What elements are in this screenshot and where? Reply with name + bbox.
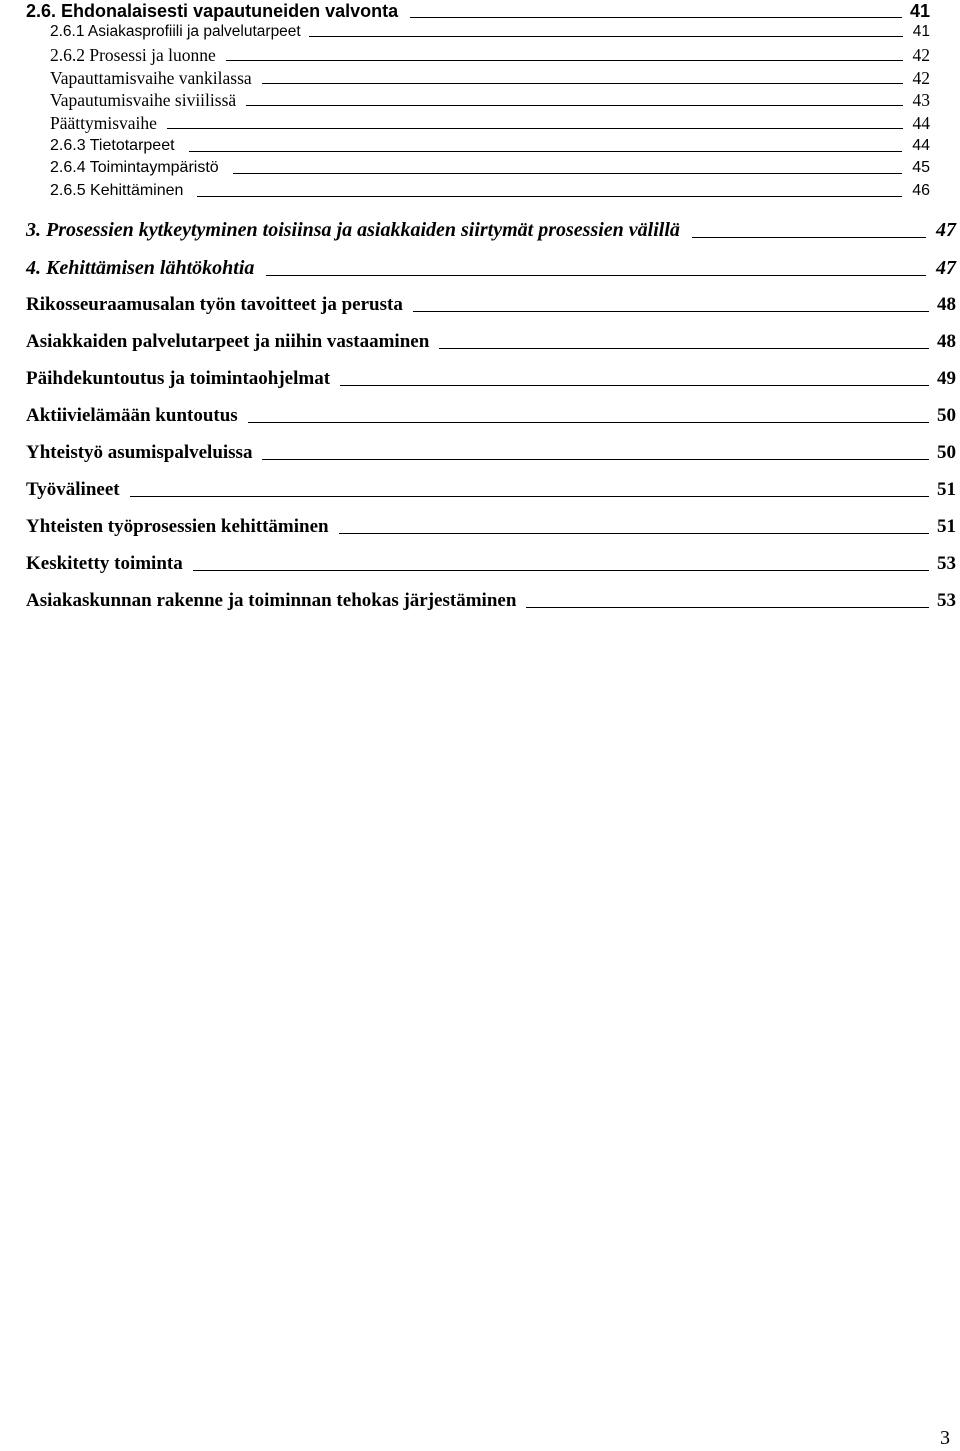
toc-entry[interactable] xyxy=(0,368,960,390)
toc-leader-line xyxy=(526,607,929,608)
toc-leader-line xyxy=(130,496,929,497)
page-number: 3 xyxy=(940,1427,950,1449)
toc-entry-page: 42 xyxy=(912,45,930,65)
toc-entry-page: 49 xyxy=(937,368,956,389)
toc-entry-page: 43 xyxy=(912,90,930,110)
toc-entry-title: Päättymisvaihe xyxy=(50,113,157,133)
toc-leader-line xyxy=(167,128,903,129)
toc-leader-line xyxy=(193,570,929,571)
toc-entry-title: Rikosseuraamusalan työn tavoitteet ja perusta xyxy=(26,294,403,315)
toc-entry-page: 41 xyxy=(912,23,930,40)
toc-entry-title: 2.6.5 Kehittäminen xyxy=(50,182,184,199)
toc-entry[interactable] xyxy=(0,516,960,538)
toc-leader-line xyxy=(189,151,903,152)
toc-leader-line xyxy=(233,173,903,174)
toc-entry-title: Asiakaskunnan rakenne ja toiminnan tehokas järjestäminen xyxy=(26,590,517,611)
toc-entry-title: 2.6. Ehdonalaisesti vapautuneiden valvonta xyxy=(26,1,399,21)
toc-leader-line xyxy=(262,83,903,84)
toc-entry[interactable] xyxy=(0,181,960,201)
toc-entry-page: 47 xyxy=(936,219,956,241)
toc-entry-page: 50 xyxy=(937,405,956,426)
toc-entry[interactable] xyxy=(0,23,960,41)
toc-entry[interactable] xyxy=(0,256,960,280)
toc-entry-page: 51 xyxy=(937,479,956,500)
toc-entry[interactable] xyxy=(0,0,960,22)
table-of-contents xyxy=(0,0,960,640)
toc-leader-line xyxy=(246,105,902,106)
toc-entry[interactable] xyxy=(0,590,960,612)
toc-entry-title: 2.6.2 Prosessi ja luonne xyxy=(50,45,216,65)
toc-entry[interactable] xyxy=(0,294,960,316)
toc-entry-page: 48 xyxy=(937,294,956,315)
toc-entry[interactable] xyxy=(0,113,960,133)
toc-entry-title: Aktiivielämään kuntoutus xyxy=(26,405,238,426)
toc-entry[interactable] xyxy=(0,553,960,575)
toc-leader-line xyxy=(339,533,929,534)
toc-leader-line xyxy=(262,459,929,460)
toc-entry[interactable] xyxy=(0,442,960,464)
toc-entry-title: Yhteistyö asumispalveluissa xyxy=(26,442,253,463)
toc-entry-page: 48 xyxy=(937,331,956,352)
toc-entry-title: Vapauttamisvaihe vankilassa xyxy=(50,68,252,88)
toc-entry-page: 42 xyxy=(912,68,930,88)
toc-entry-page: 41 xyxy=(909,1,930,21)
toc-entry-page: 53 xyxy=(937,590,956,611)
toc-entry[interactable] xyxy=(0,331,960,353)
toc-leader-line xyxy=(248,422,929,423)
toc-entry-title: Vapautumisvaihe siviilissä xyxy=(50,90,237,110)
toc-entry[interactable] xyxy=(0,405,960,427)
toc-entry-page: 51 xyxy=(937,516,956,537)
toc-entry-title: 4. Kehittämisen lähtökohtia xyxy=(26,257,255,279)
toc-entry-title: Yhteisten työprosessien kehittäminen xyxy=(26,516,329,537)
toc-entry-page: 46 xyxy=(912,182,930,199)
toc-entry-title: Asiakkaiden palvelutarpeet ja niihin vastaaminen xyxy=(26,331,430,352)
toc-entry[interactable] xyxy=(0,90,960,110)
toc-entry[interactable] xyxy=(0,158,960,178)
toc-entry-title: Työvälineet xyxy=(26,479,120,500)
toc-entry-page: 44 xyxy=(912,137,930,154)
toc-entry-title: 2.6.1 Asiakasprofiili ja palvelutarpeet xyxy=(50,23,301,40)
toc-entry-title: 2.6.4 Toimintaympäristö xyxy=(50,159,219,176)
toc-entry-title: Päihdekuntoutus ja toimintaohjelmat xyxy=(26,368,331,389)
toc-entry-page: 45 xyxy=(912,159,930,176)
toc-leader-line xyxy=(197,196,902,197)
toc-entry-page: 53 xyxy=(937,553,956,574)
toc-entry-title: 3. Prosessien kytkeytyminen toisiinsa ja asiakkaiden siirtymät prosessien välillä xyxy=(26,219,680,241)
toc-entry[interactable] xyxy=(0,45,960,65)
toc-entry-title: Keskitetty toiminta xyxy=(26,553,183,574)
toc-entry-page: 44 xyxy=(912,113,930,133)
toc-entry-title: 2.6.3 Tietotarpeet xyxy=(50,137,175,154)
toc-entry[interactable] xyxy=(0,136,960,156)
toc-entry-page: 50 xyxy=(937,442,956,463)
toc-leader-line xyxy=(340,385,929,386)
toc-leader-line xyxy=(439,348,929,349)
toc-entry-page: 47 xyxy=(936,257,956,279)
toc-leader-line xyxy=(692,237,926,238)
toc-leader-line xyxy=(226,60,903,61)
toc-leader-line xyxy=(266,275,926,276)
toc-leader-line xyxy=(309,36,903,37)
toc-entry[interactable] xyxy=(0,68,960,88)
toc-entry[interactable] xyxy=(0,479,960,501)
toc-entry[interactable] xyxy=(0,218,960,242)
toc-leader-line xyxy=(413,311,929,312)
toc-leader-line xyxy=(410,17,902,18)
